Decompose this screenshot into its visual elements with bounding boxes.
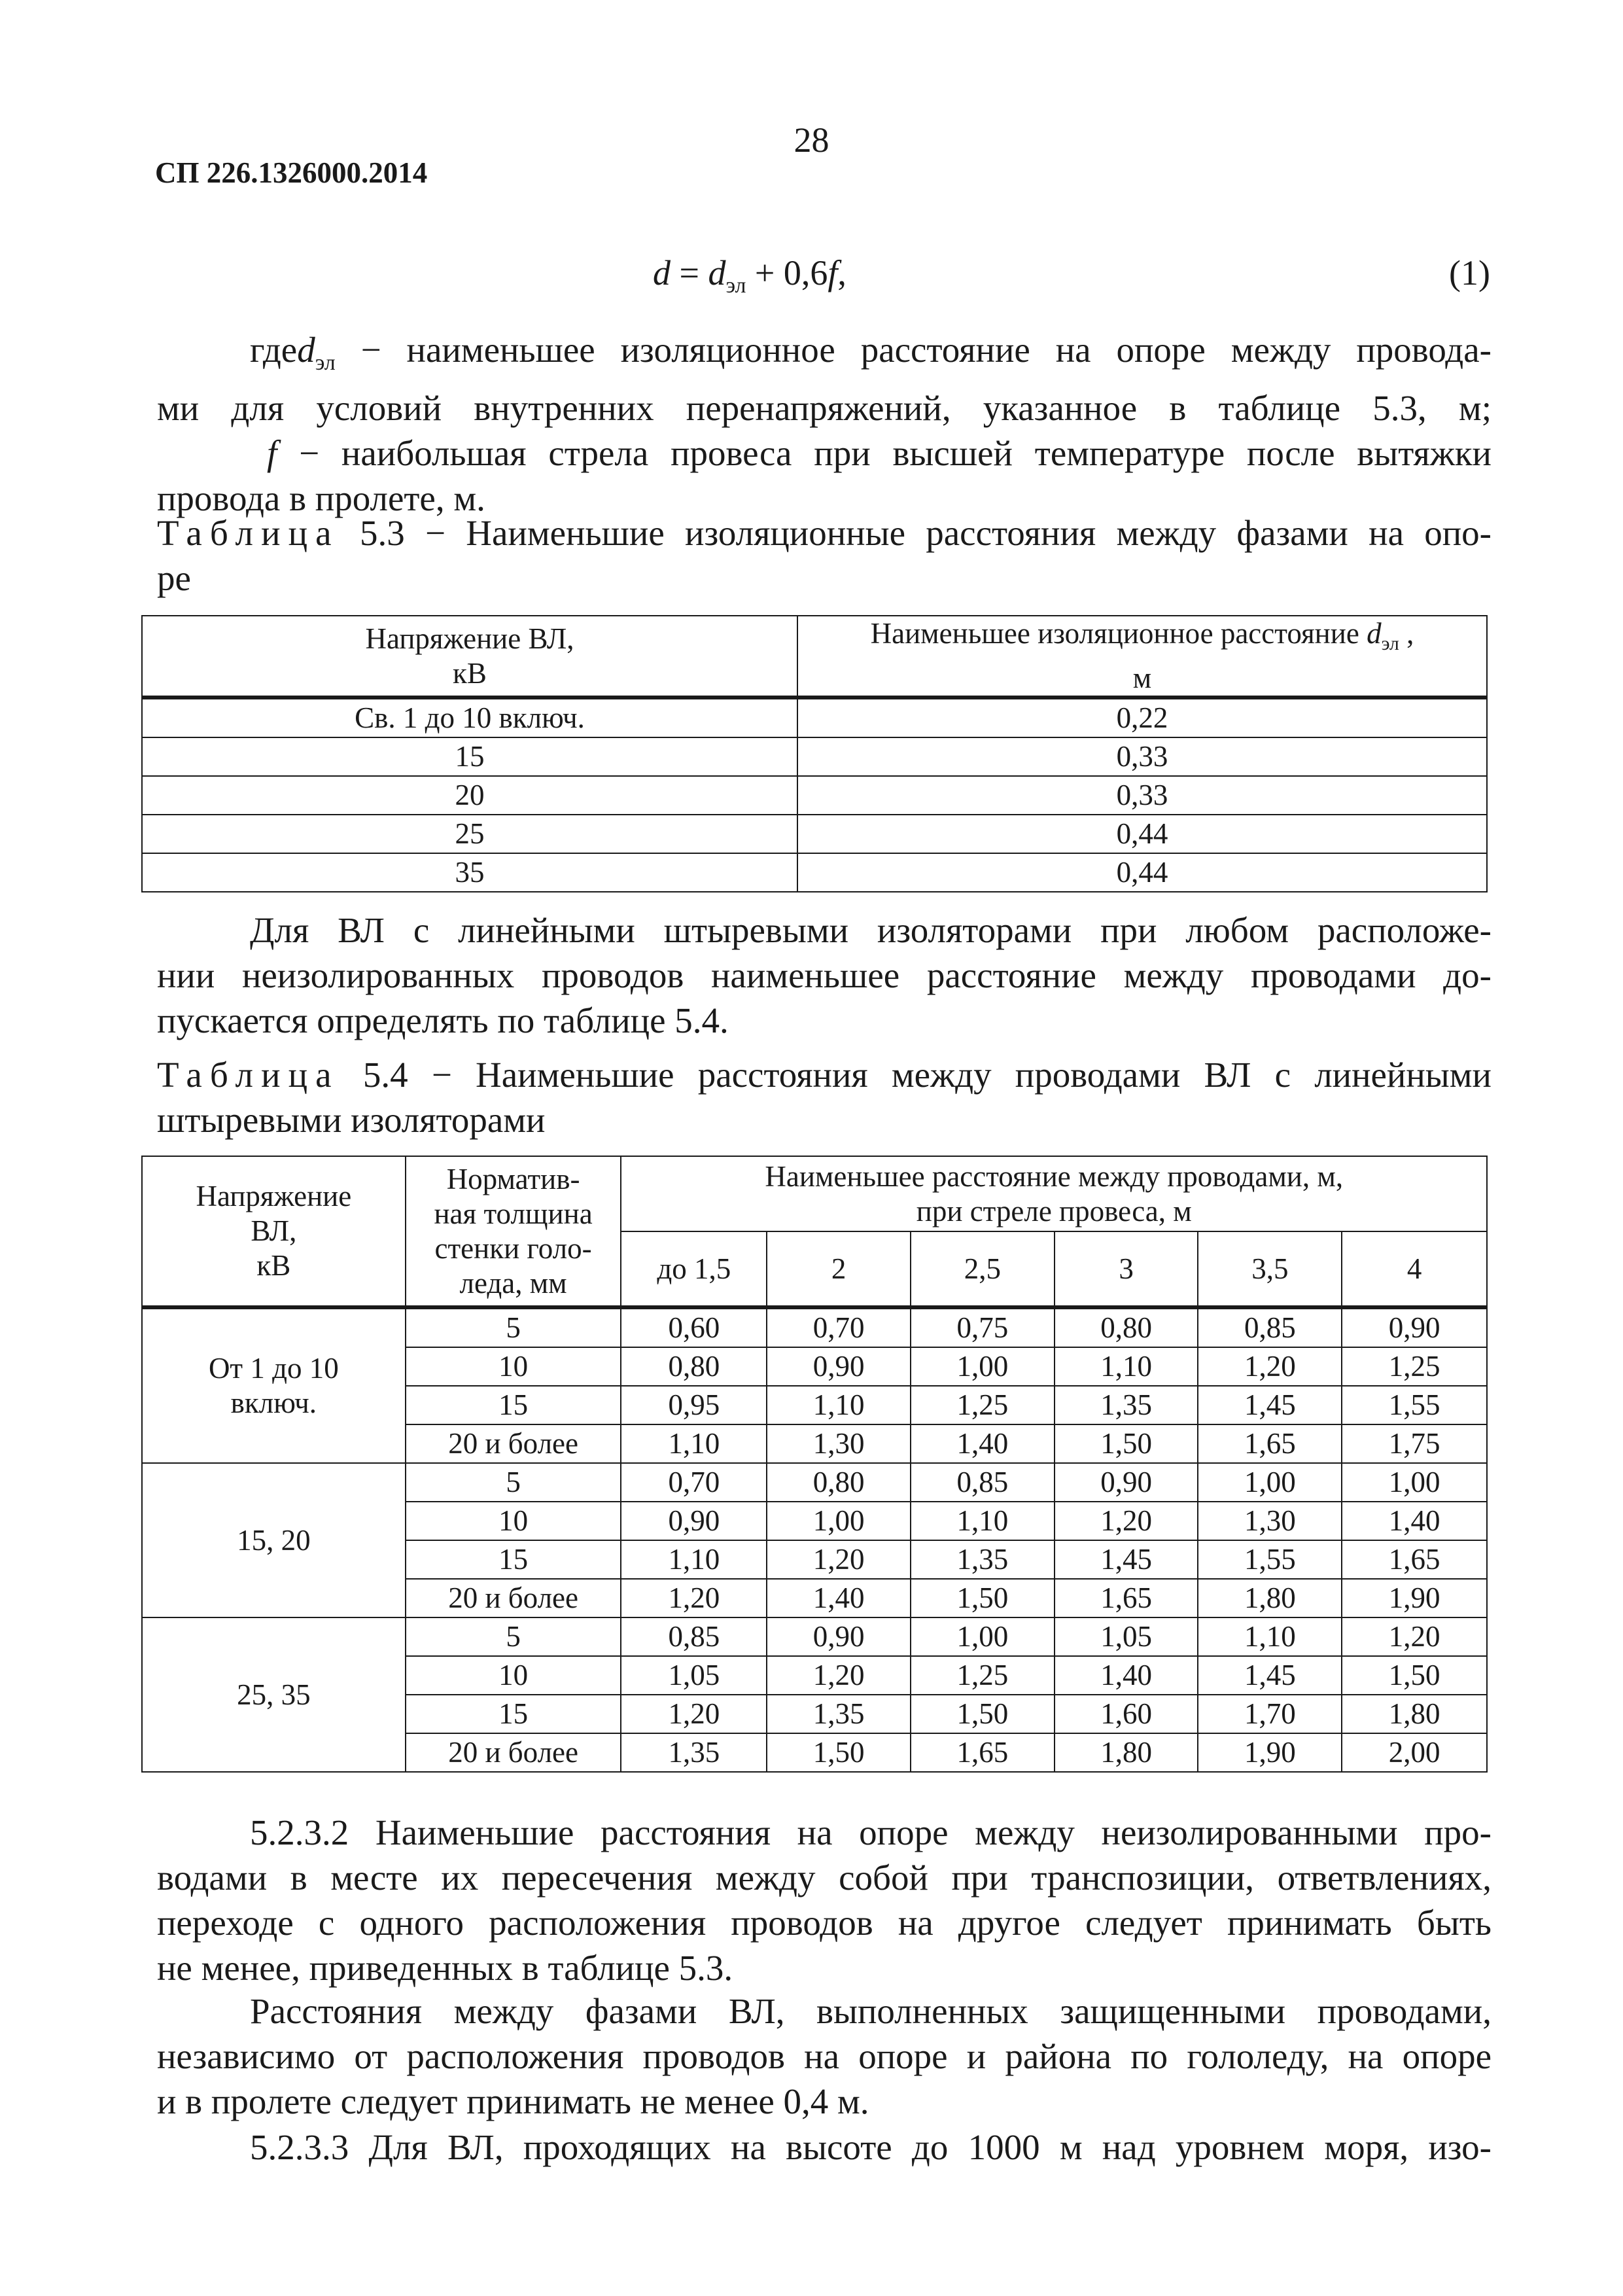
column-header-sag: до 1,5 <box>621 1231 767 1307</box>
paragraph-line: пускается определять по таблице 5.4. <box>157 1000 729 1040</box>
cell-ice-thickness: 20 и более <box>406 1579 621 1617</box>
cell-distance: 0,85 <box>1198 1307 1342 1347</box>
cell-distance: 1,20 <box>1055 1502 1198 1540</box>
cell-ice-thickness: 10 <box>406 1656 621 1695</box>
cell-distance: 0,90 <box>621 1502 767 1540</box>
cell-distance: 1,90 <box>1198 1733 1342 1772</box>
cell-distance: 1,45 <box>1198 1656 1342 1695</box>
cell-distance: 0,85 <box>911 1463 1055 1502</box>
cell-voltage: 25 <box>142 815 797 853</box>
cell-distance: 0,22 <box>797 698 1487 737</box>
cell-distance: 1,00 <box>767 1502 911 1540</box>
cell-distance: 0,33 <box>797 776 1487 815</box>
cell-distance: 0,80 <box>767 1463 911 1502</box>
column-header-voltage: Напряжение ВЛ, кВ <box>142 616 797 698</box>
cell-distance: 1,35 <box>1055 1386 1198 1424</box>
cell-distance: 1,20 <box>767 1540 911 1579</box>
cell-distance: 0,33 <box>797 737 1487 776</box>
table-5-4 <box>141 1156 1488 1773</box>
table-row <box>142 853 1487 892</box>
cell-distance: 1,20 <box>767 1656 911 1695</box>
cell-distance: 1,40 <box>1055 1656 1198 1695</box>
column-header-ice-thickness: Норматив- ная толщина стенки голо- леда, мм <box>406 1156 621 1307</box>
cell-distance: 2,00 <box>1342 1733 1487 1772</box>
cell-ice-thickness: 5 <box>406 1617 621 1656</box>
paragraph-line: 5.2.3.3 Для ВЛ, проходящих на высоте до 1000 м над уровнем моря, изо- <box>250 2127 1492 2167</box>
cell-ice-thickness: 15 <box>406 1386 621 1424</box>
table-5-3 <box>141 615 1488 892</box>
paragraph-pin-insulators <box>157 908 1492 1043</box>
paragraph-line: Расстояния между фазами ВЛ, выполненных защищенными проводами, <box>250 1991 1492 2031</box>
equation-number: (1) <box>1449 253 1490 292</box>
cell-distance: 1,20 <box>1342 1617 1487 1656</box>
table-5-4-caption <box>157 1052 1492 1142</box>
paragraph-line: независимо от расположения проводов на опоре и района по гололеду, на опоре <box>157 2036 1492 2076</box>
formula-explanation <box>157 327 1492 521</box>
cell-ice-thickness: 10 <box>406 1502 621 1540</box>
column-header-sag: 3 <box>1055 1231 1198 1307</box>
table-row <box>142 815 1487 853</box>
table-row <box>142 1307 1487 1347</box>
cell-distance: 0,44 <box>797 853 1487 892</box>
cell-distance: 1,35 <box>911 1540 1055 1579</box>
cell-distance: 1,90 <box>1342 1579 1487 1617</box>
cell-distance: 0,70 <box>621 1463 767 1502</box>
cell-distance: 1,75 <box>1342 1424 1487 1463</box>
paragraph-line: 5.2.3.2 Наименьшие расстояния на опоре между неизолированными про- <box>250 1812 1492 1852</box>
paragraph-5-2-3-3 <box>157 2125 1492 2170</box>
paragraph-line: не менее, приведенных в таблице 5.3. <box>157 1948 733 1988</box>
caption-line: Таблица 5.4 − Наименьшие расстояния между проводами ВЛ с линейными <box>157 1055 1492 1095</box>
caption-line: штыревыми изоляторами <box>157 1100 546 1140</box>
cell-distance: 1,20 <box>621 1579 767 1617</box>
cell-distance: 1,50 <box>1055 1424 1198 1463</box>
cell-distance: 0,80 <box>1055 1307 1198 1347</box>
document-code: СП 226.1326000.2014 <box>155 156 428 189</box>
cell-ice-thickness: 5 <box>406 1307 621 1347</box>
paragraph-line: переходе с одного расположения проводов на другое следует принимать быть <box>157 1903 1492 1943</box>
cell-distance: 1,50 <box>911 1579 1055 1617</box>
cell-distance: 0,44 <box>797 815 1487 853</box>
column-header-sag: 2 <box>767 1231 911 1307</box>
table-row <box>142 776 1487 815</box>
explanation-line: гдеd$_{эл}$ − наименьшее изоляционное расстояние на опоре между провода- <box>250 330 1492 375</box>
column-header-voltage: Напряжение ВЛ, кВ <box>142 1156 406 1307</box>
cell-distance: 0,90 <box>767 1347 911 1386</box>
explanation-line: провода в пролете, м. <box>157 478 485 518</box>
cell-ice-thickness: 20 и более <box>406 1733 621 1772</box>
table-row <box>142 698 1487 737</box>
cell-distance: 1,05 <box>1055 1617 1198 1656</box>
cell-distance: 1,00 <box>1198 1463 1342 1502</box>
cell-distance: 1,10 <box>1055 1347 1198 1386</box>
explanation-line: f − наибольшая стрела провеса при высшей температуре после вытяжки <box>267 433 1492 473</box>
cell-distance: 1,35 <box>621 1733 767 1772</box>
column-header-sag: 4 <box>1342 1231 1487 1307</box>
page-number: 28 <box>794 120 829 160</box>
cell-distance: 1,55 <box>1198 1540 1342 1579</box>
column-header-sag: 3,5 <box>1198 1231 1342 1307</box>
paragraph-protected-wires <box>157 1988 1492 2124</box>
cell-distance: 1,00 <box>911 1617 1055 1656</box>
cell-distance: 1,00 <box>1342 1463 1487 1502</box>
cell-ice-thickness: 20 и более <box>406 1424 621 1463</box>
cell-distance: 1,45 <box>1055 1540 1198 1579</box>
cell-distance: 1,80 <box>1198 1579 1342 1617</box>
cell-distance: 1,40 <box>911 1424 1055 1463</box>
cell-distance: 0,90 <box>767 1617 911 1656</box>
cell-voltage: 20 <box>142 776 797 815</box>
cell-distance: 0,85 <box>621 1617 767 1656</box>
cell-distance: 1,50 <box>767 1733 911 1772</box>
cell-distance: 1,55 <box>1342 1386 1487 1424</box>
paragraph-line: Для ВЛ с линейными штыревыми изоляторами при любом расположе- <box>250 910 1492 950</box>
cell-distance: 1,50 <box>911 1695 1055 1733</box>
paragraph-5-2-3-2 <box>157 1810 1492 1990</box>
cell-ice-thickness: 15 <box>406 1540 621 1579</box>
cell-distance: 1,65 <box>1055 1579 1198 1617</box>
table-row <box>142 1463 1487 1502</box>
cell-distance: 1,40 <box>767 1579 911 1617</box>
cell-distance: 0,80 <box>621 1347 767 1386</box>
column-header-distance-group: Наименьшее расстояние между проводами, м, при стреле провеса, м <box>621 1156 1487 1231</box>
cell-distance: 1,35 <box>767 1695 911 1733</box>
cell-distance: 1,10 <box>1198 1617 1342 1656</box>
cell-distance: 0,70 <box>767 1307 911 1347</box>
paragraph-line: водами в месте их пересечения между собой при транспозиции, ответвлениях, <box>157 1858 1492 1898</box>
cell-distance: 1,25 <box>911 1656 1055 1695</box>
column-header-sag: 2,5 <box>911 1231 1055 1307</box>
cell-distance: 1,10 <box>911 1502 1055 1540</box>
cell-distance: 1,20 <box>621 1695 767 1733</box>
cell-distance: 1,45 <box>1198 1386 1342 1424</box>
cell-distance: 1,10 <box>767 1386 911 1424</box>
cell-distance: 0,90 <box>1342 1307 1487 1347</box>
cell-distance: 1,05 <box>621 1656 767 1695</box>
cell-voltage: От 1 до 10 включ. <box>142 1307 406 1463</box>
caption-line: ре <box>157 558 191 598</box>
table-row <box>142 1617 1487 1656</box>
explanation-line: ми для условий внутренних перенапряжений, указанное в таблице 5.3, м; <box>157 388 1492 428</box>
cell-distance: 1,30 <box>767 1424 911 1463</box>
cell-voltage: Св. 1 до 10 включ. <box>142 698 797 737</box>
cell-distance: 1,25 <box>911 1386 1055 1424</box>
paragraph-line: и в пролете следует принимать не менее 0,4 м. <box>157 2081 869 2121</box>
cell-distance: 1,60 <box>1055 1695 1198 1733</box>
cell-ice-thickness: 5 <box>406 1463 621 1502</box>
cell-distance: 0,90 <box>1055 1463 1198 1502</box>
cell-distance: 1,25 <box>1342 1347 1487 1386</box>
cell-voltage: 25, 35 <box>142 1617 406 1772</box>
column-header-distance: Наименьшее изоляционное расстояние $d_{эл}$ , м <box>797 616 1487 698</box>
cell-ice-thickness: 15 <box>406 1695 621 1733</box>
cell-voltage: 15, 20 <box>142 1463 406 1617</box>
cell-distance: 1,40 <box>1342 1502 1487 1540</box>
cell-distance: 1,70 <box>1198 1695 1342 1733</box>
cell-distance: 0,60 <box>621 1307 767 1347</box>
cell-distance: 0,95 <box>621 1386 767 1424</box>
cell-ice-thickness: 10 <box>406 1347 621 1386</box>
cell-distance: 1,20 <box>1198 1347 1342 1386</box>
formula: $d = d_{эл} + 0,6f$, <box>653 253 846 298</box>
cell-distance: 1,65 <box>1342 1540 1487 1579</box>
cell-distance: 1,80 <box>1342 1695 1487 1733</box>
cell-distance: 1,00 <box>911 1347 1055 1386</box>
cell-distance: 1,50 <box>1342 1656 1487 1695</box>
table-row <box>142 737 1487 776</box>
cell-voltage: 35 <box>142 853 797 892</box>
cell-distance: 1,65 <box>1198 1424 1342 1463</box>
paragraph-line: нии неизолированных проводов наименьшее расстояние между проводами до- <box>157 955 1492 995</box>
cell-voltage: 15 <box>142 737 797 776</box>
cell-distance: 1,10 <box>621 1540 767 1579</box>
cell-distance: 1,80 <box>1055 1733 1198 1772</box>
table-5-3-caption <box>157 510 1492 601</box>
cell-distance: 1,30 <box>1198 1502 1342 1540</box>
caption-line: Таблица 5.3 − Наименьшие изоляционные расстояния между фазами на опо- <box>157 513 1492 553</box>
cell-distance: 1,10 <box>621 1424 767 1463</box>
cell-distance: 0,75 <box>911 1307 1055 1347</box>
cell-distance: 1,65 <box>911 1733 1055 1772</box>
